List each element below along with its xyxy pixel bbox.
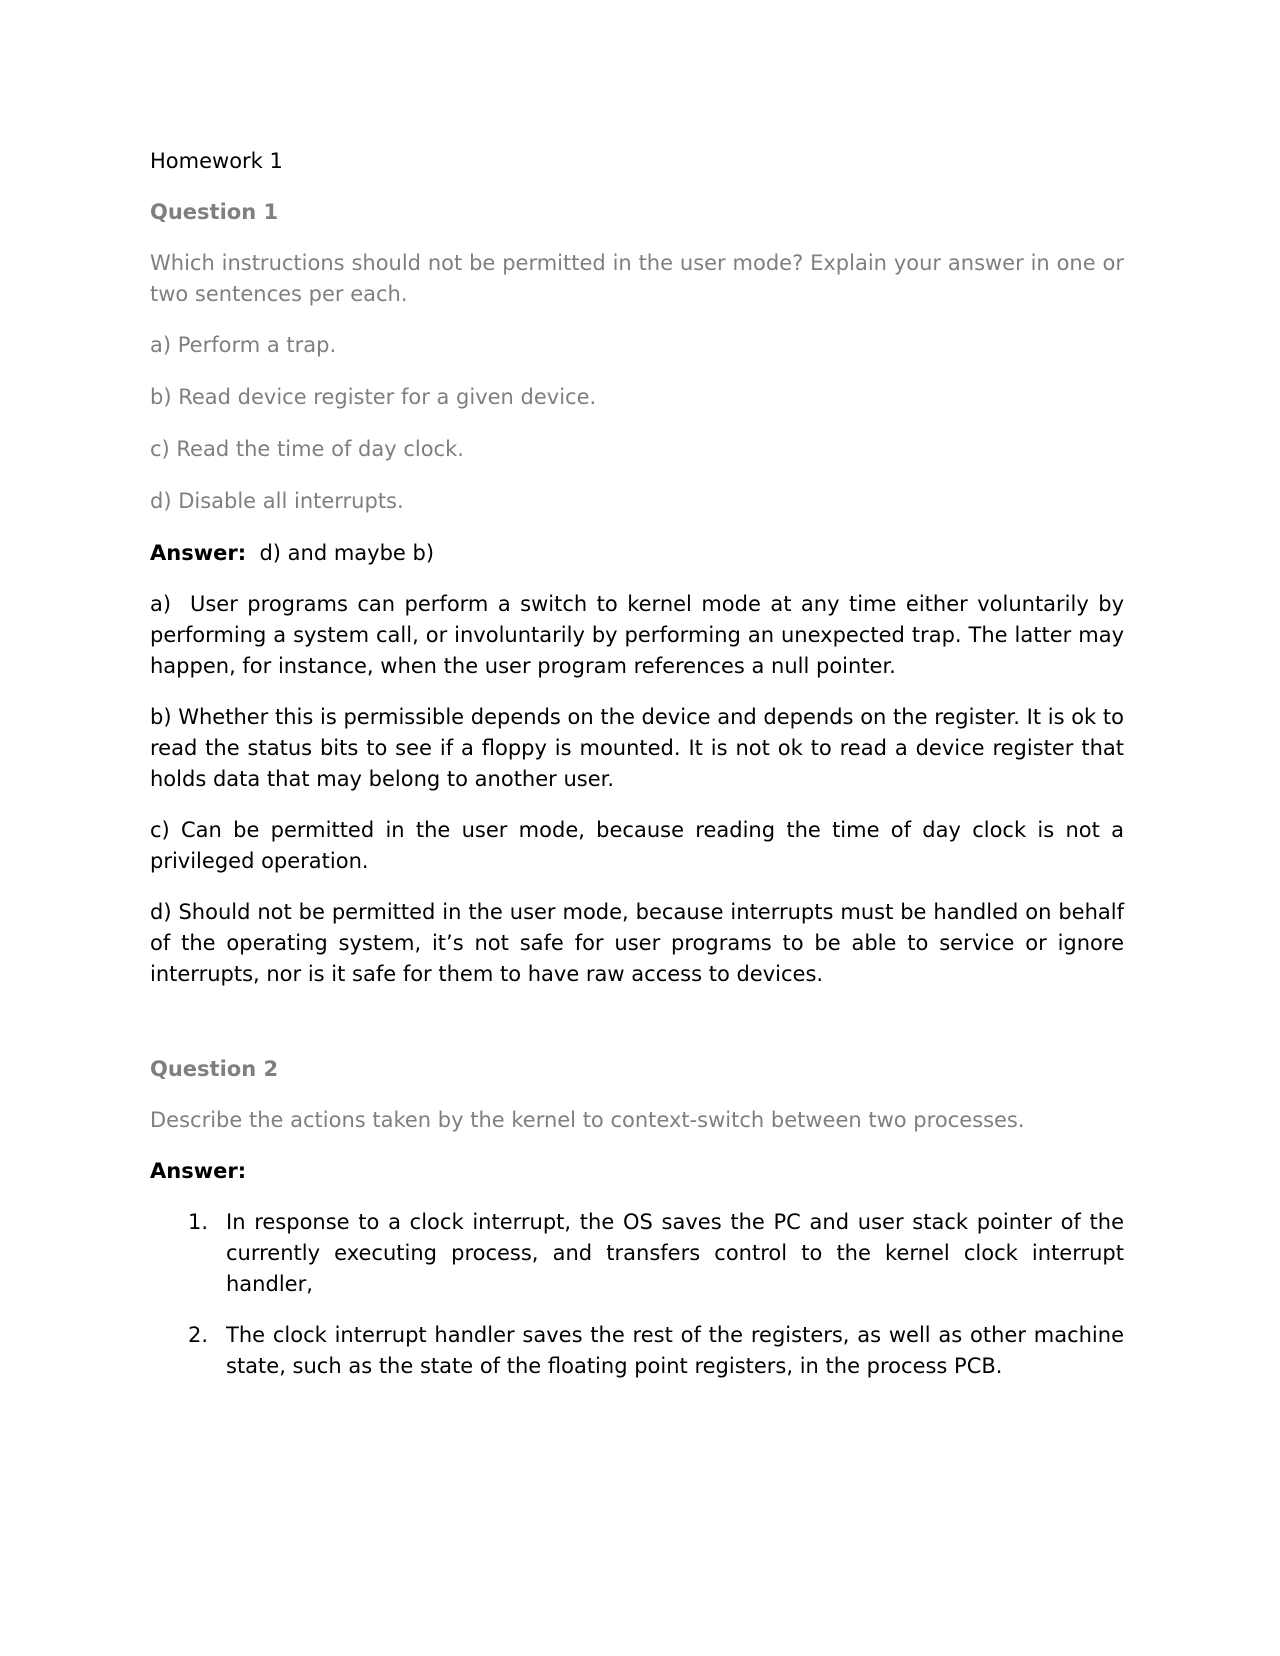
answer-summary: d) and maybe b) — [259, 541, 435, 565]
document-title: Homework 1 — [150, 149, 283, 173]
document-page — [150, 146, 1131, 1402]
answer-label: Answer: — [150, 541, 247, 565]
explanation-a: a) User programs can perform a switch to kernel mode at any time either voluntarily by performing a system call, or involuntarily by performing an unexpected trap. The latter may happen, for instance, when the user program references a null pointer. — [150, 592, 1131, 678]
question-1-heading: Question 1 — [150, 200, 279, 224]
question-1-prompt: Which instructions should not be permitted in the user mode? Explain your answer in one or two sentences per each. — [150, 251, 1124, 306]
explanation-d: d) Should not be permitted in the user mode, because interrupts must be handled on behalf of the operating system, it’s not safe for user programs to be able to service or ignore interrupts, nor is it safe for them to have raw access to devices. — [150, 900, 1124, 986]
question-1-option-d: d) Disable all interrupts. — [150, 489, 404, 513]
question-2-answer-label: Answer: — [150, 1159, 247, 1183]
answer-steps-list — [150, 1207, 1124, 1382]
step-number: 2. — [188, 1323, 209, 1347]
step-text: In response to a clock interrupt, the OS saves the PC and user stack pointer of the currently executing process, and transfers control to the kernel clock interrupt handler, — [226, 1210, 1124, 1296]
section-spacer — [150, 1010, 1124, 1054]
question-2-heading: Question 2 — [150, 1057, 279, 1081]
question-1-option-a: a) Perform a trap. — [150, 333, 337, 357]
step-text: The clock interrupt handler saves the rest of the registers, as well as other machine state, such as the state of the floating point registers, in the process PCB. — [226, 1323, 1124, 1378]
question-1-answer — [150, 538, 1124, 569]
explanation-c: c) Can be permitted in the user mode, because reading the time of day clock is not a privileged operation. — [150, 818, 1124, 873]
answer-step-1 — [150, 1207, 1124, 1300]
question-2-prompt: Describe the actions taken by the kernel to context-switch between two processes. — [150, 1108, 1025, 1132]
question-1-option-c: c) Read the time of day clock. — [150, 437, 464, 461]
step-number: 1. — [188, 1210, 209, 1234]
answer-step-2 — [150, 1320, 1124, 1382]
question-1-option-b: b) Read device register for a given device. — [150, 385, 597, 409]
explanation-b: b) Whether this is permissible depends on the device and depends on the register. It is ok to read the status bits to see if a floppy is mounted. It is not ok to read a device register that holds data that may belong to another user. — [150, 705, 1124, 791]
